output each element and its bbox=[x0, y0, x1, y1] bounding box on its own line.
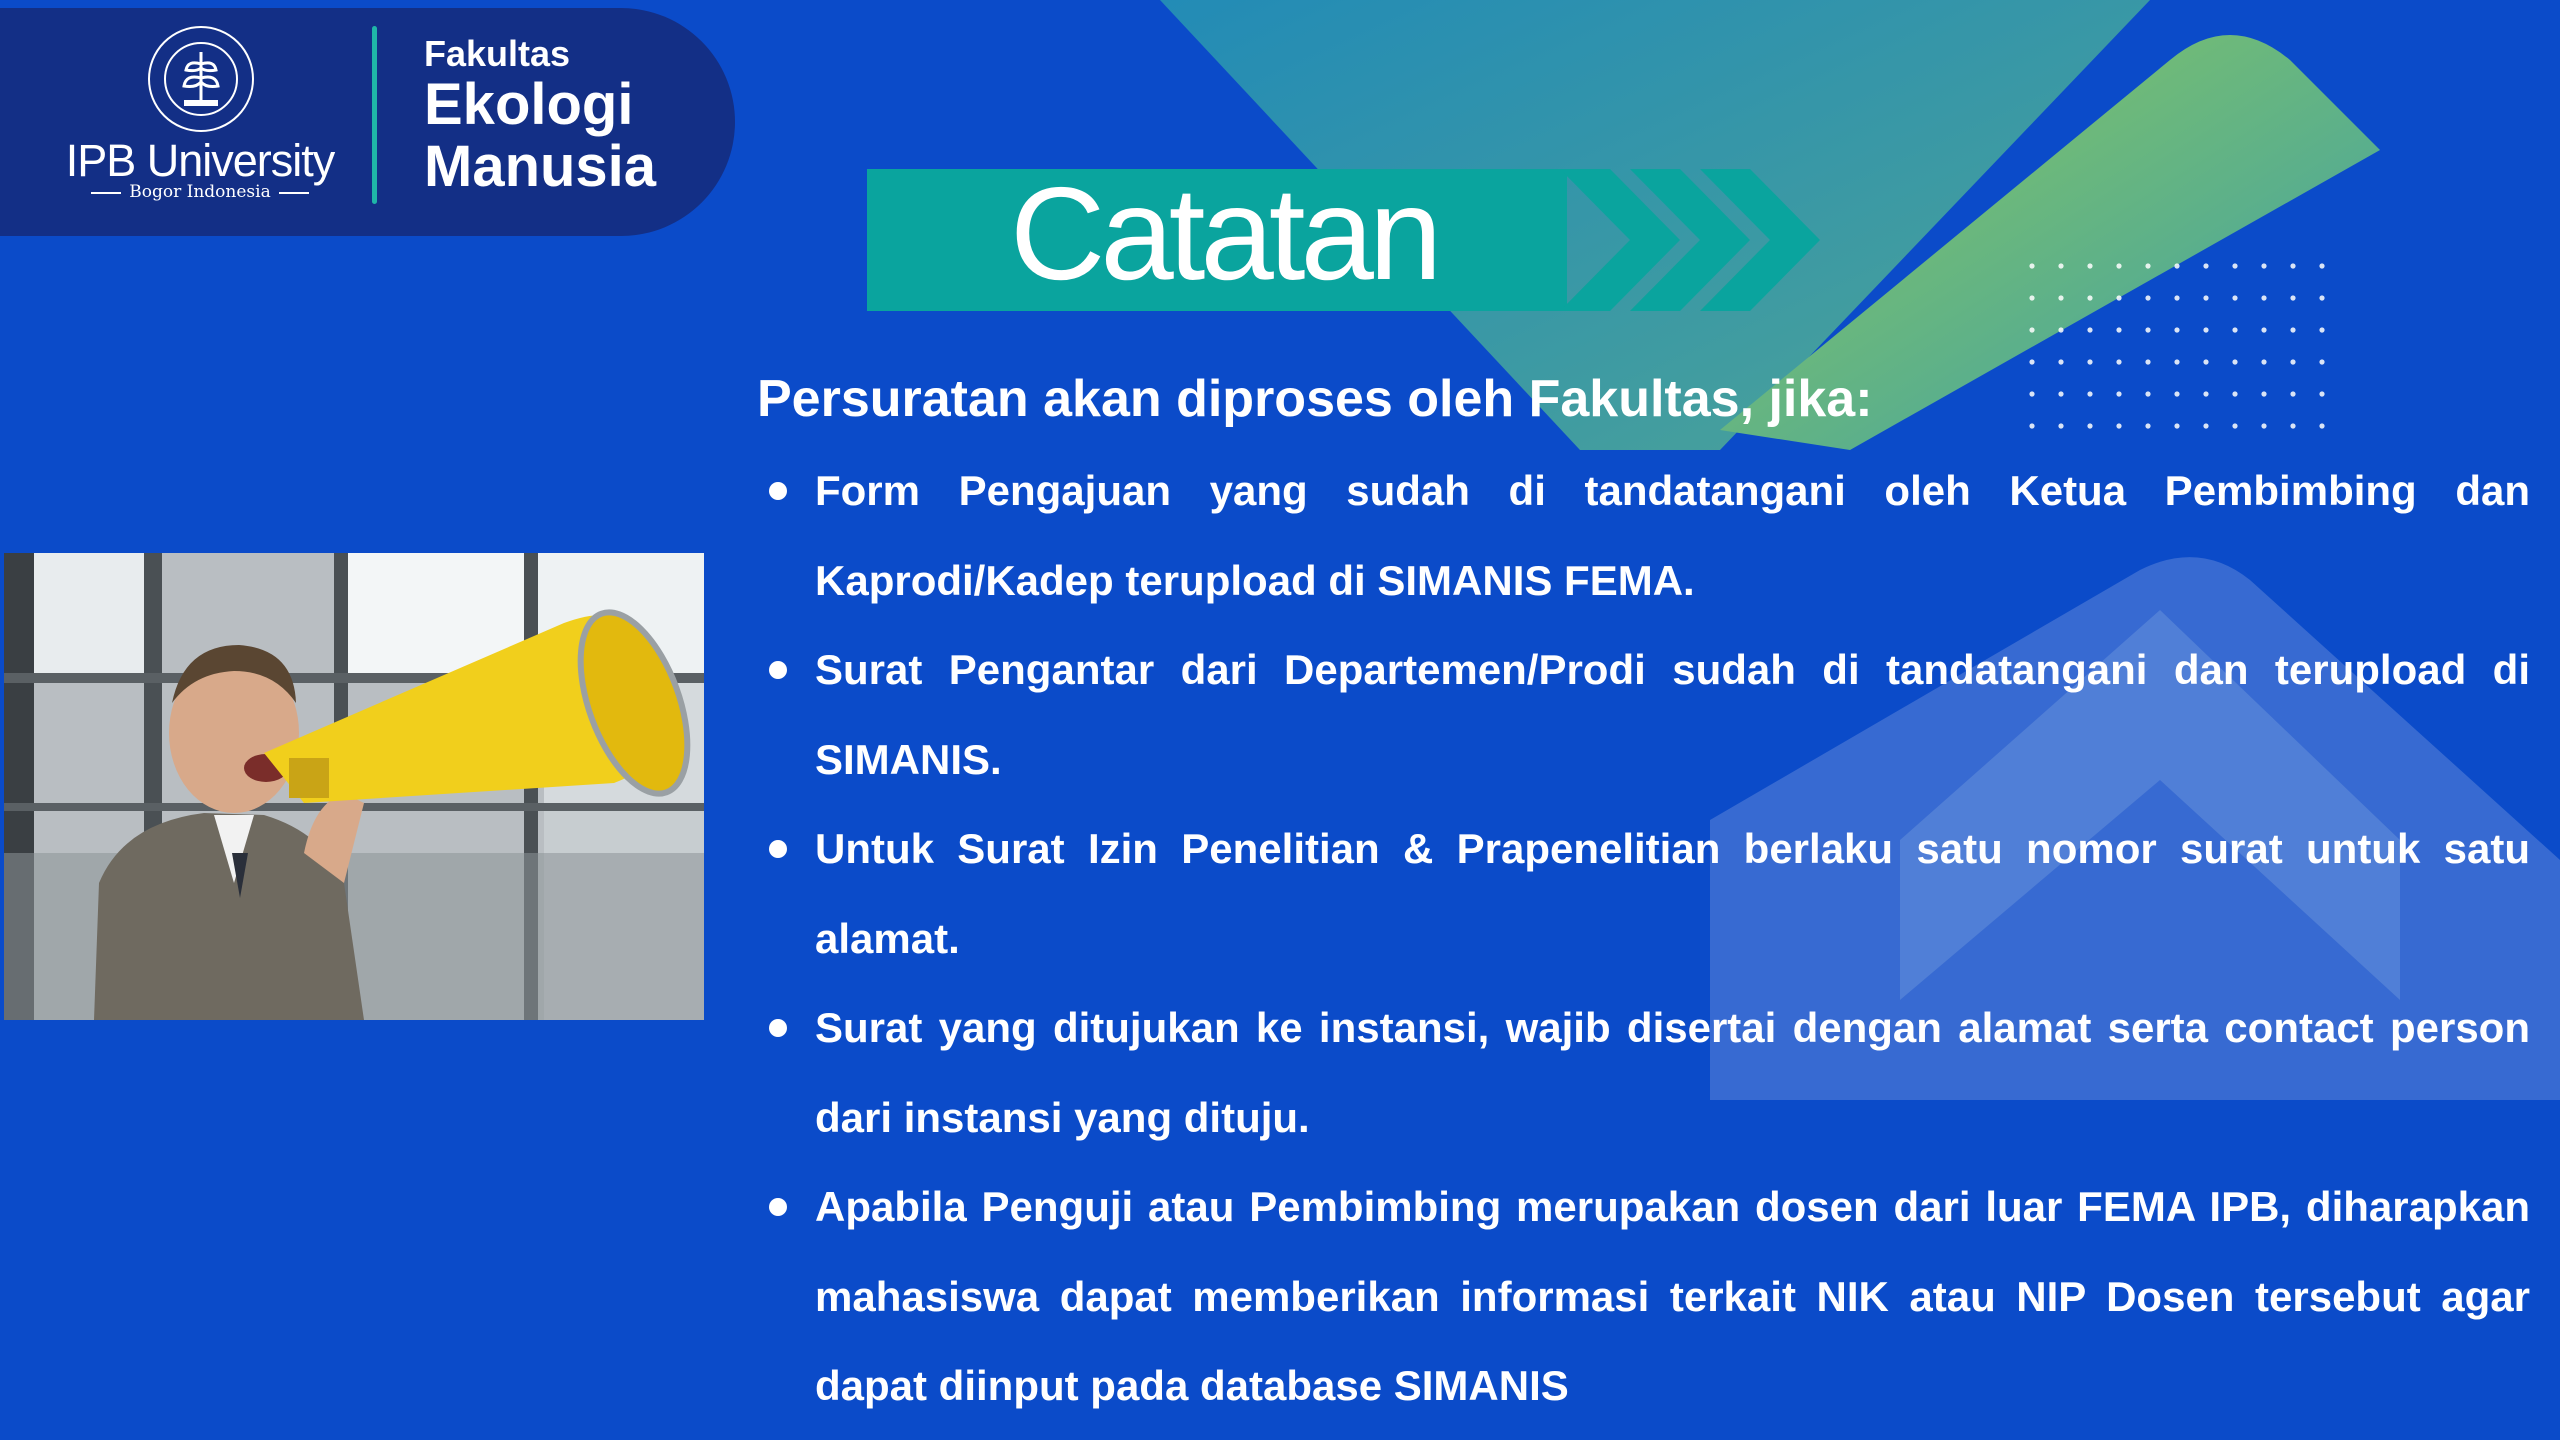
note-text: Form Pengajuan yang sudah di tandatangani oleh Ketua Pembimbing dan Kaprodi/Kadep terupload di SIMANIS FEMA. bbox=[815, 467, 2530, 604]
note-text: Surat Pengantar dari Departemen/Prodi sudah di tandatangani dan terupload di SIMANIS. bbox=[815, 646, 2530, 783]
intro-text: Persuratan akan diproses oleh Fakultas, jika: bbox=[757, 370, 1873, 428]
university-location-text: Bogor Indonesia bbox=[129, 182, 271, 202]
list-item bbox=[757, 625, 2530, 804]
bullet-icon bbox=[769, 1198, 787, 1216]
faculty-name-line2: Manusia bbox=[424, 134, 657, 199]
faculty-label: Fakultas bbox=[424, 33, 571, 74]
notes-list bbox=[757, 446, 2530, 1431]
note-text: Untuk Surat Izin Penelitian & Prapenelitian berlaku satu nomor surat untuk satu alamat. bbox=[815, 825, 2530, 962]
list-item bbox=[757, 983, 2530, 1162]
ipb-seal-icon bbox=[146, 24, 256, 134]
bullet-icon bbox=[769, 840, 787, 858]
faculty-name-line1: Ekologi bbox=[424, 72, 634, 137]
header-divider bbox=[372, 26, 377, 204]
megaphone-man-illustration bbox=[4, 553, 704, 1020]
bullet-icon bbox=[769, 1019, 787, 1037]
list-item bbox=[757, 1162, 2530, 1431]
list-item bbox=[757, 804, 2530, 983]
chevron-arrows-icon bbox=[1560, 169, 1820, 311]
bullet-icon bbox=[769, 482, 787, 500]
slide-title: Catatan bbox=[1010, 160, 1438, 307]
note-text: Surat yang ditujukan ke instansi, wajib disertai dengan alamat serta contact person dari instansi yang dituju. bbox=[815, 1004, 2530, 1141]
megaphone-photo bbox=[4, 553, 704, 1020]
university-location bbox=[60, 184, 340, 201]
bullet-icon bbox=[769, 661, 787, 679]
list-item bbox=[757, 446, 2530, 625]
note-text: Apabila Penguji atau Pembimbing merupakan dosen dari luar FEMA IPB, diharapkan mahasiswa dapat memberikan informasi terkait NIK atau NIP Dosen tersebut agar dapat diinput pada database SIMANIS bbox=[815, 1183, 2530, 1409]
university-name: IPB University bbox=[65, 135, 335, 186]
dot-grid-decoration bbox=[2028, 262, 2328, 432]
